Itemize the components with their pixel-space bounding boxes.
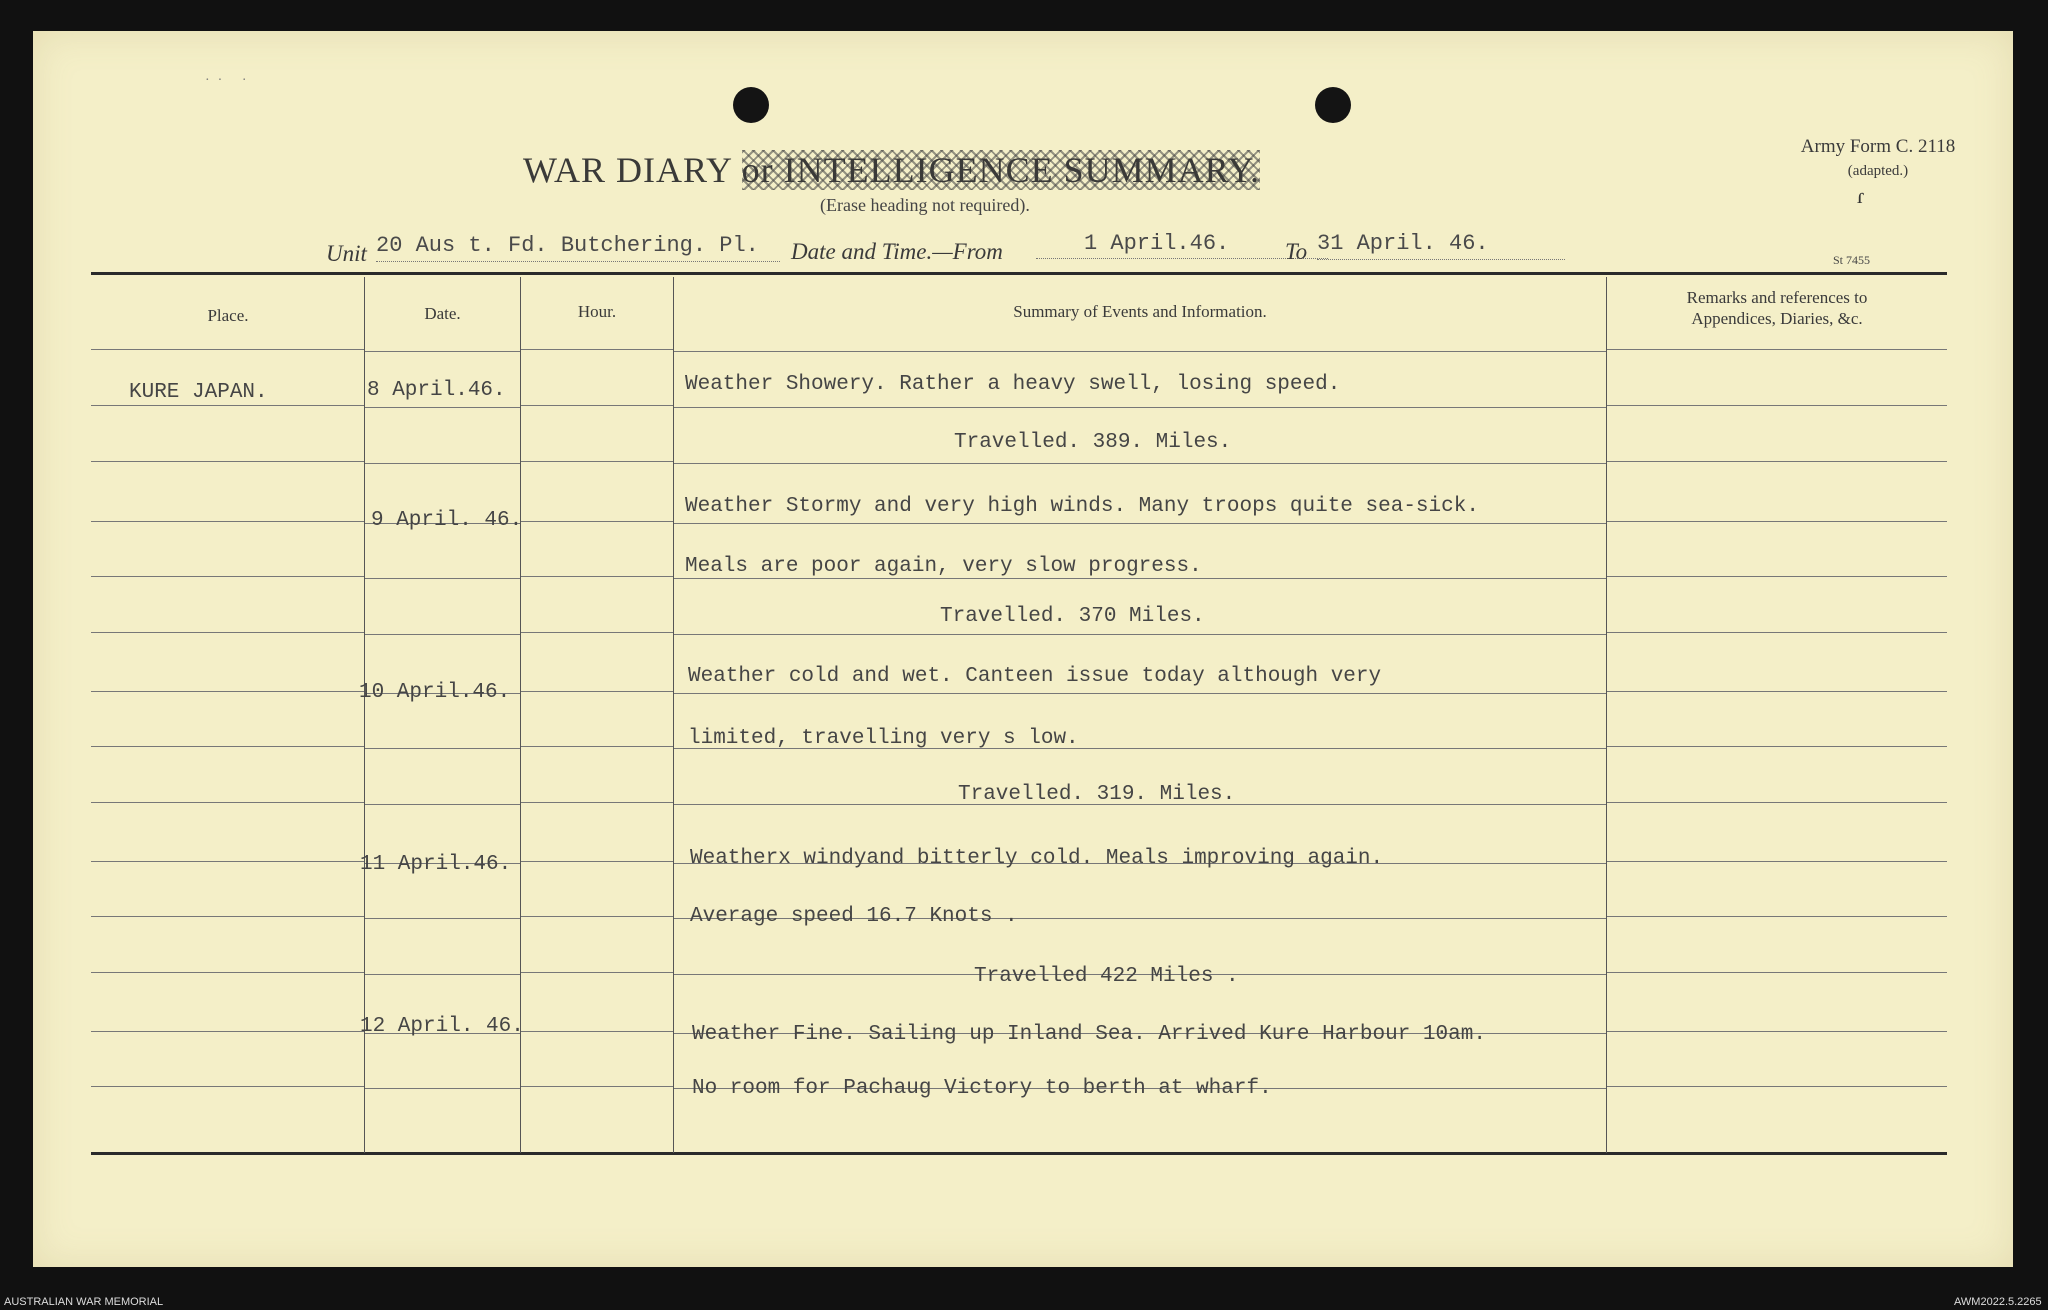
- table-rule-line: [1607, 576, 1947, 577]
- summary-entry: Travelled. 389. Miles.: [954, 431, 1232, 454]
- table-rule-line: [91, 1086, 364, 1087]
- table-rule-line: [91, 746, 364, 747]
- table-rule-line: [521, 405, 673, 406]
- summary-entry: Weather Stormy and very high winds. Many troops quite sea-sick.: [685, 495, 1479, 518]
- form-code: St 7455: [1833, 253, 1871, 267]
- table-rule-line: [674, 523, 1606, 524]
- summary-entry: Weather cold and wet. Canteen issue today although very: [688, 665, 1382, 688]
- column-header-date: Date.: [424, 304, 461, 323]
- date-entry: 10 April.46.: [359, 681, 511, 704]
- date-entry: 12 April. 46.: [360, 1015, 524, 1038]
- diary-sheet: [33, 31, 2013, 1267]
- table-rule-line: [91, 576, 364, 577]
- column-header-remarks: [1607, 287, 1947, 329]
- title-struck-through: or INTELLIGENCE SUMMARY.: [741, 150, 1261, 190]
- table-rule-line: [674, 693, 1606, 694]
- table-rule-line: [521, 861, 673, 862]
- table-rule-line: [91, 1031, 364, 1032]
- table-rule-line: [91, 632, 364, 633]
- table-rule-line: [365, 1088, 520, 1089]
- table-rule-line: [91, 405, 364, 406]
- table-rule-line: [674, 407, 1606, 408]
- table-rule-line: [365, 918, 520, 919]
- table-rule-line: [521, 632, 673, 633]
- table-rule-line: [91, 916, 364, 917]
- unit-value: 20 Aus t. Fd. Butchering. Pl.: [376, 235, 780, 262]
- remarks-header-line1: Remarks and references to: [1686, 288, 1868, 307]
- table-rule-line: [1607, 972, 1947, 973]
- table-rule-line: [1607, 632, 1947, 633]
- table-rule-line: [1607, 349, 1947, 350]
- paper-specks: ·· ·: [205, 73, 255, 88]
- table-rule-line: [521, 521, 673, 522]
- table-rule-line: [521, 972, 673, 973]
- table-rule-line: [521, 349, 673, 350]
- table-rule-line: [674, 634, 1606, 635]
- footer-catalogue-number: AWM2022.5.2265: [1954, 1296, 2042, 1308]
- table-rule-line: [521, 461, 673, 462]
- table-rule-line: [521, 691, 673, 692]
- title-war-diary: WAR DIARY: [523, 150, 732, 190]
- remarks-header-line2: Appendices, Diaries, &c.: [1691, 309, 1863, 328]
- table-rule-line: [521, 1031, 673, 1032]
- table-rule-line: [521, 576, 673, 577]
- unit-label: Unit: [326, 241, 367, 266]
- table-rule-line: [1607, 691, 1947, 692]
- table-rule-line: [91, 861, 364, 862]
- form-title: [523, 149, 1260, 191]
- summary-entry: Travelled. 319. Miles.: [958, 783, 1236, 806]
- table-rule-line: [1607, 521, 1947, 522]
- table-rule-line: [91, 972, 364, 973]
- table-rule-line: [365, 463, 520, 464]
- summary-entry: No room for Pachaug Victory to berth at wharf.: [692, 1077, 1272, 1100]
- table-rule-line: [365, 974, 520, 975]
- table-rule-line: [91, 349, 364, 350]
- date-entry: 8 April.46.: [367, 379, 506, 402]
- to-label: To: [1285, 239, 1308, 264]
- table-rule-line: [1607, 1031, 1947, 1032]
- army-form-label: [1763, 135, 1993, 183]
- army-form-number: Army Form C. 2118: [1800, 136, 1956, 157]
- to-value: 31 April. 46.: [1317, 233, 1565, 260]
- table-rule-line: [521, 802, 673, 803]
- summary-entry: Weatherx windyand bitterly cold. Meals improving again.: [690, 847, 1384, 870]
- summary-entry: Travelled 422 Miles .: [974, 965, 1239, 988]
- table-rule-line: [365, 578, 520, 579]
- summary-entry: Weather Fine. Sailing up Inland Sea. Arrived Kure Harbour 10am.: [692, 1023, 1486, 1046]
- summary-entry: Weather Showery. Rather a heavy swell, losing speed.: [685, 373, 1341, 396]
- table-rule-line: [1607, 1086, 1947, 1087]
- summary-entry: Meals are poor again, very slow progress.: [685, 555, 1202, 578]
- column-header-hour: Hour.: [577, 302, 617, 321]
- army-form-adapted: (adapted.): [1847, 163, 1909, 179]
- datetime-label: Date and Time.—From: [791, 239, 1003, 264]
- pen-tick-mark: ɾ: [1857, 183, 1865, 208]
- table-rule-line: [1607, 861, 1947, 862]
- column-divider-summary: [1606, 277, 1607, 1153]
- table-rule-line: [521, 1086, 673, 1087]
- table-rule-line: [91, 461, 364, 462]
- footer-credit-left: AUSTRALIAN WAR MEMORIAL: [4, 1296, 164, 1308]
- summary-entry: limited, travelling very s low.: [688, 727, 1079, 750]
- table-rule-line: [365, 351, 520, 352]
- table-rule-line: [521, 916, 673, 917]
- table-top-rule: [91, 272, 1947, 275]
- table-rule-line: [91, 521, 364, 522]
- table-rule-line: [1607, 746, 1947, 747]
- table-rule-line: [91, 802, 364, 803]
- date-entry: 9 April. 46.: [371, 509, 523, 532]
- table-rule-line: [91, 691, 364, 692]
- table-rule-line: [521, 746, 673, 747]
- summary-entry: Average speed 16.7 Knots .: [690, 905, 1018, 928]
- table-rule-line: [674, 351, 1606, 352]
- table-rule-line: [674, 463, 1606, 464]
- column-header-place: Place.: [207, 306, 249, 325]
- table-rule-line: [1607, 916, 1947, 917]
- date-entry: 11 April.46.: [360, 853, 512, 876]
- place-entry: KURE JAPAN.: [129, 381, 268, 404]
- column-header-summary: Summary of Events and Information.: [1013, 302, 1267, 321]
- table-rule-line: [365, 748, 520, 749]
- table-rule-line: [365, 634, 520, 635]
- table-rule-line: [1607, 802, 1947, 803]
- punch-hole-left: [733, 87, 769, 123]
- table-rule-line: [1607, 405, 1947, 406]
- punch-hole-right: [1315, 87, 1351, 123]
- table-rule-line: [1607, 461, 1947, 462]
- summary-entry: Travelled. 370 Miles.: [940, 605, 1205, 628]
- from-value: 1 April.46.: [1036, 233, 1328, 259]
- erase-note: (Erase heading not required).: [820, 195, 1030, 215]
- table-rule-line: [365, 407, 520, 408]
- column-divider-hour: [673, 277, 674, 1153]
- table-rule-line: [365, 804, 520, 805]
- table-bottom-rule: [91, 1152, 1947, 1155]
